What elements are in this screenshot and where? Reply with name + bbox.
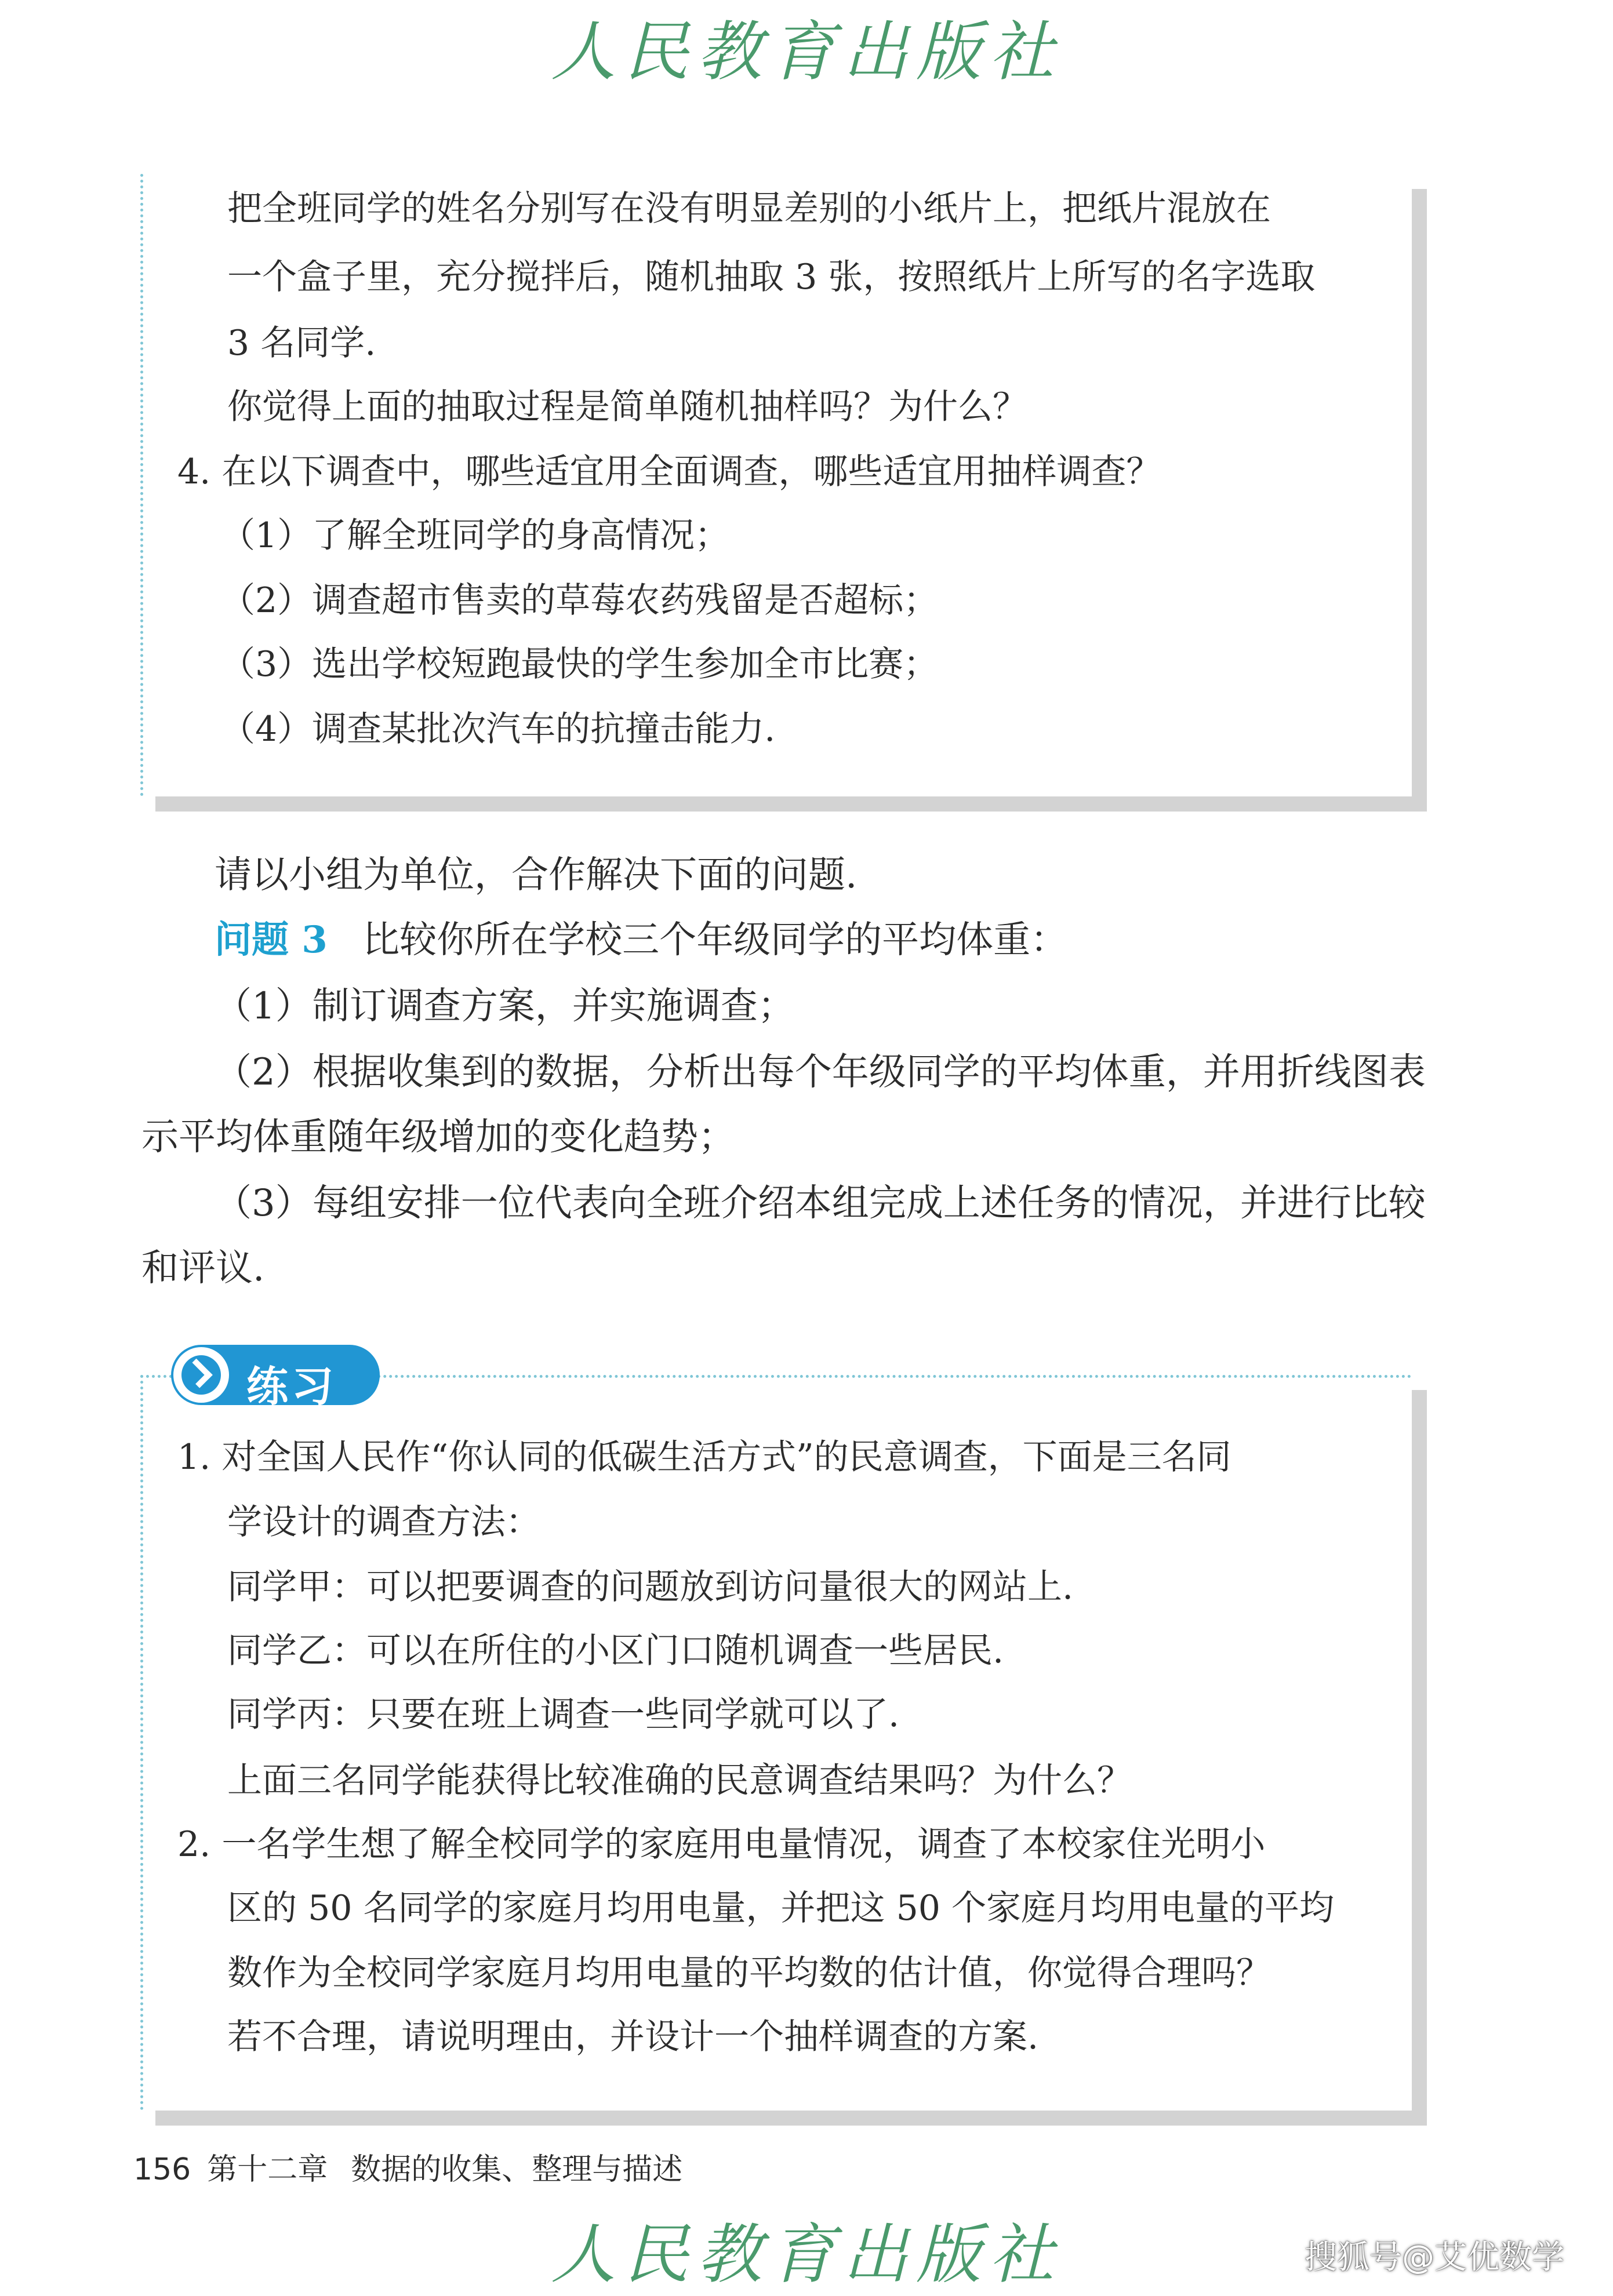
practice-q2-line-1: 2. 一名学生想了解全校同学的家庭用电量情况，调查了本校家住光明小	[177, 1824, 1266, 1865]
practice-q1-line-1: 1. 对全国人民作“你认同的低碳生活方式”的民意调查，下面是三名同	[177, 1437, 1231, 1478]
task-item-1: （1）制订调查方案，并实施调查；	[215, 985, 795, 1028]
publisher-logo-top: 人民教育出版社	[551, 14, 1062, 90]
box1-question-4: 4. 在以下调查中，哪些适宜用全面调查，哪些适宜用抽样调查？	[177, 452, 1161, 492]
box1-line-1: 把全班同学的姓名分别写在没有明显差别的小纸片上，把纸片混放在	[227, 188, 1271, 229]
task-item-3-cont: 和评议.	[141, 1247, 265, 1290]
practice-q2-line-4: 若不合理，请说明理由，并设计一个抽样调查的方案.	[227, 2017, 1039, 2057]
intro-text: 请以小组为单位，合作解决下面的问题.	[215, 854, 858, 897]
practice-label: 练习	[246, 1362, 337, 1411]
box1-item-1: （1）了解全班同学的身高情况；	[220, 515, 730, 556]
practice-q1-student-c: 同学丙：只要在班上调查一些同学就可以了.	[227, 1694, 900, 1735]
practice-tab	[171, 1345, 380, 1411]
practice-box	[140, 1375, 1412, 2111]
practice-q1-student-b: 同学乙：可以在所住的小区门口随机调查一些居民.	[227, 1631, 1004, 1671]
practice-q1-line-2: 学设计的调查方法：	[227, 1502, 540, 1542]
problem-label: 问题 3	[215, 918, 328, 962]
task-item-2-cont: 示平均体重随年级增加的变化趋势；	[141, 1116, 735, 1159]
page-footer	[133, 2145, 682, 2188]
chapter-title: 数据的收集、整理与描述	[351, 2152, 683, 2187]
box1-item-4: （4）调查某批次汽车的抗撞击能力.	[220, 709, 776, 749]
publisher-logo-bottom: 人民教育出版社	[551, 2217, 1062, 2293]
practice-q1-student-a: 同学甲：可以把要调查的问题放到访问量很大的网站上.	[227, 1567, 1074, 1607]
practice-q1-question: 上面三名同学能获得比较准确的民意调查结果吗？为什么？	[227, 1760, 1132, 1801]
chapter-number: 第十二章	[207, 2152, 328, 2187]
task-item-2: （2）根据收集到的数据，分析出每个年级同学的平均体重，并用折线图表	[215, 1051, 1426, 1094]
box1-line-4: 你觉得上面的抽取过程是简单随机抽样吗？为什么？	[227, 387, 1027, 427]
watermark: 搜狐号@艾优数学	[1305, 2239, 1564, 2276]
problem-3	[215, 918, 1068, 962]
practice-q2-line-3: 数作为全校同学家庭月均用电量的平均数的估计值，你觉得合理吗？	[227, 1953, 1271, 1993]
problem-text: 比较你所在学校三个年级同学的平均体重：	[362, 919, 1068, 962]
box1-line-3: 3 名同学.	[227, 323, 376, 363]
box1-item-2: （2）调查超市售卖的草莓农药残留是否超标；	[220, 580, 939, 621]
box1-line-2: 一个盒子里，充分搅拌后，随机抽取 3 张，按照纸片上所写的名字选取	[227, 257, 1316, 297]
task-item-3: （3）每组安排一位代表向全班介绍本组完成上述任务的情况，并进行比较	[215, 1182, 1426, 1225]
checkmark-icon	[173, 1347, 229, 1403]
practice-q2-line-2: 区的 50 名同学的家庭月均用电量，并把这 50 个家庭月均用电量的平均	[227, 1888, 1334, 1929]
box1-item-3: （3）选出学校短跑最快的学生参加全市比赛；	[220, 644, 939, 685]
page-number: 156	[133, 2152, 191, 2187]
